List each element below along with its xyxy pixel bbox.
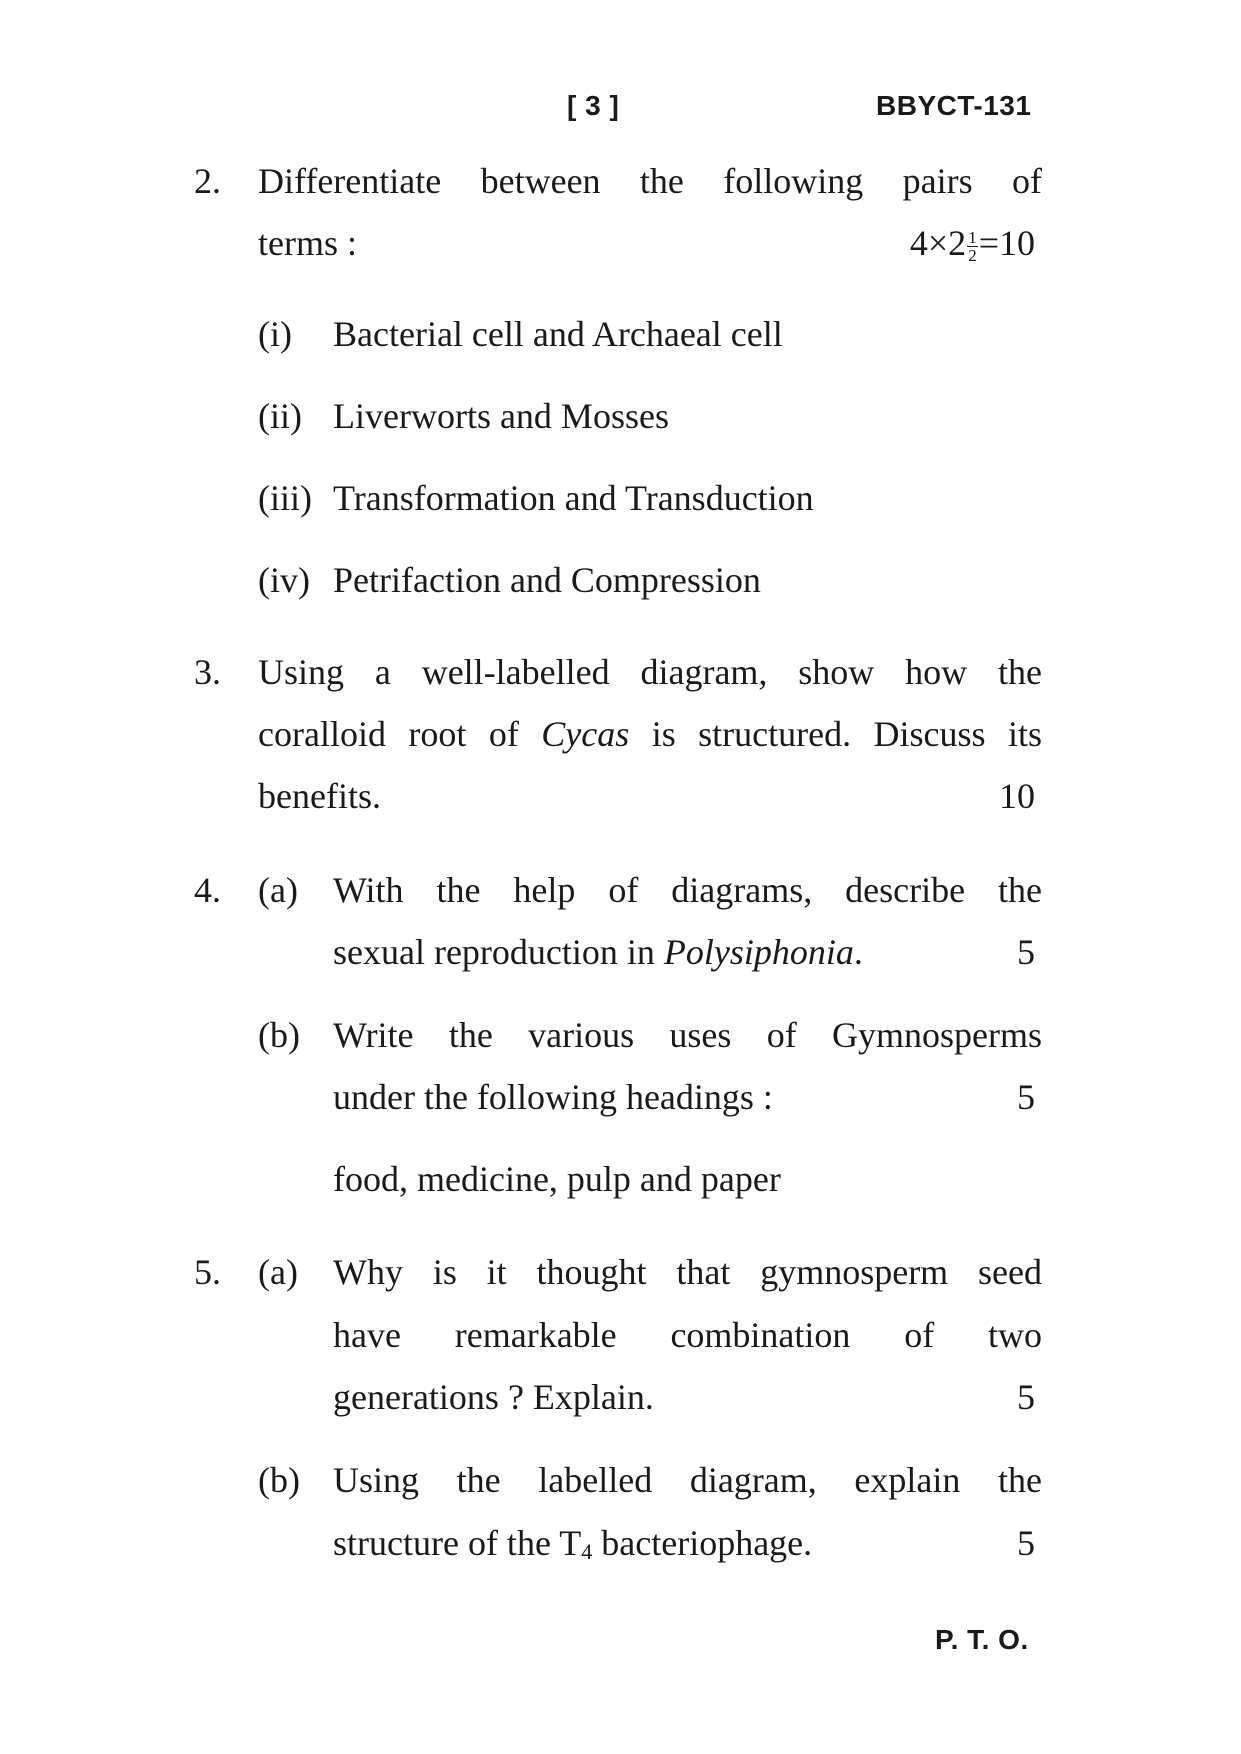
line-text: . xyxy=(853,932,863,972)
question-5b-line-1: Using the labelled diagram, explain the xyxy=(333,1460,1042,1500)
line-text: sexual reproduction in xyxy=(333,932,664,972)
course-code: BBYCT-131 xyxy=(876,90,1032,121)
question-4a-line-1: With the help of diagrams, describe the xyxy=(333,870,1042,910)
q2-item-label: (iii) xyxy=(258,478,312,518)
page-number: [ 3 ] xyxy=(567,90,620,121)
question-4a-line-2 xyxy=(333,931,863,973)
fraction-numerator: 1 xyxy=(968,228,977,248)
question-5b-label: (b) xyxy=(258,1460,300,1500)
question-5-number: 5. xyxy=(194,1252,221,1292)
question-5a-line-3: generations ? Explain. xyxy=(333,1377,654,1417)
question-3-line-3: benefits. xyxy=(258,776,381,816)
question-3-marks: 10 xyxy=(999,776,1035,816)
question-4b-line-1: Write the various uses of Gymnosperms xyxy=(333,1015,1042,1055)
question-4b-line-2: under the following headings : xyxy=(333,1077,773,1117)
question-5b-marks: 5 xyxy=(1017,1523,1035,1563)
genus-name: Polysiphonia xyxy=(663,932,854,972)
question-3-line-1: Using a well-labelled diagram, show how the xyxy=(258,652,1042,692)
marks-suffix: =10 xyxy=(978,223,1035,263)
question-5a-line-2: have remarkable combination of two xyxy=(333,1315,1042,1355)
marks-fraction xyxy=(967,229,978,264)
q2-item-text: Liverworts and Mosses xyxy=(333,396,669,436)
q2-item-text: Petrifaction and Compression xyxy=(333,560,761,600)
question-2-marks xyxy=(830,222,1035,264)
question-5a-marks: 5 xyxy=(1017,1377,1035,1417)
question-4b-marks: 5 xyxy=(1017,1077,1035,1117)
line-text: is structured. Discuss its xyxy=(629,714,1042,754)
question-4b-line-3: food, medicine, pulp and paper xyxy=(333,1159,781,1199)
question-3-number: 3. xyxy=(194,652,221,692)
subscript: 4 xyxy=(581,1539,593,1564)
question-3-line-2 xyxy=(258,713,1042,755)
q2-item-label: (iv) xyxy=(258,560,310,600)
page-turn-over: P. T. O. xyxy=(935,1624,1029,1655)
fraction-denominator: 2 xyxy=(968,246,977,266)
question-2-line-2: terms : xyxy=(258,223,357,263)
question-4a-label: (a) xyxy=(258,870,298,910)
question-4a-marks: 5 xyxy=(1017,932,1035,972)
question-4b-label: (b) xyxy=(258,1015,300,1055)
question-4-number: 4. xyxy=(194,870,221,910)
genus-name: Cycas xyxy=(541,714,630,754)
marks-prefix: 4×2 xyxy=(909,223,967,263)
question-2-number: 2. xyxy=(194,161,221,201)
question-5a-label: (a) xyxy=(258,1252,298,1292)
q2-item-label: (ii) xyxy=(258,396,302,436)
line-text: bacteriophage. xyxy=(592,1523,813,1563)
question-5b-line-2 xyxy=(333,1522,812,1565)
q2-item-label: (i) xyxy=(258,314,292,354)
line-text: coralloid root of xyxy=(258,714,542,754)
q2-item-text: Bacterial cell and Archaeal cell xyxy=(333,314,783,354)
line-text: structure of the T xyxy=(333,1523,582,1563)
question-2-line-1: Differentiate between the following pairs of xyxy=(258,161,1042,201)
q2-item-text: Transformation and Transduction xyxy=(333,478,814,518)
question-5a-line-1: Why is it thought that gymnosperm seed xyxy=(333,1252,1042,1292)
